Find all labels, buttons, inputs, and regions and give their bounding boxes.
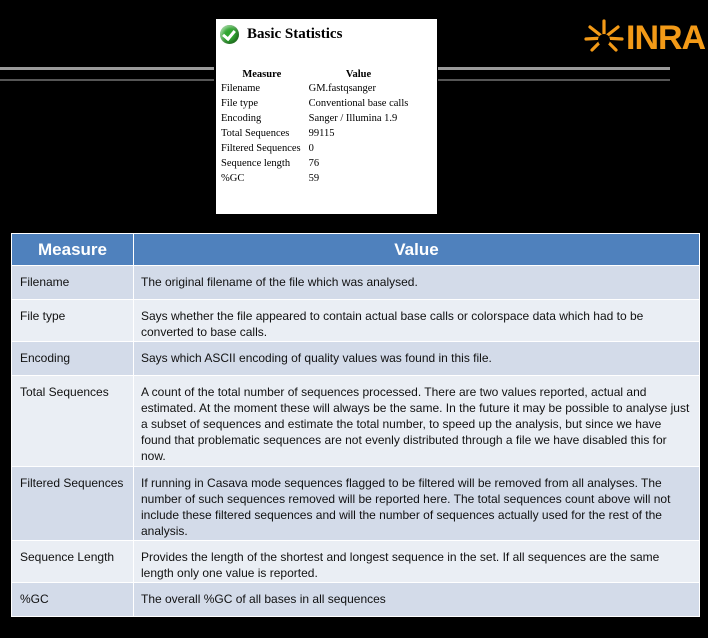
stat-row [219,173,412,188]
table-row [12,583,700,617]
table-row [12,342,700,376]
row-description: Provides the length of the shortest and longest sequence in the set. If all sequences are the same length only one value is reported. [134,541,700,583]
stat-value: 76 [308,158,320,169]
header-rule-shadow [0,79,214,81]
stat-value: 59 [308,173,320,184]
column-header-value: Value [345,69,372,80]
basic-statistics-title: Basic Statistics [247,26,343,42]
row-measure: Encoding [12,342,134,376]
basic-statistics-panel [216,19,437,214]
measure-description-table [11,233,700,617]
stat-row [219,143,412,158]
row-measure: Filtered Sequences [12,467,134,541]
row-description: A count of the total number of sequences processed. There are two values reported, actual and estimated. At the moment these will always be the same. In the future it may be possible to analyse just a subset of sequences and estimate the total number, to speed up the analysis, but since we have found that problematic sequences are not evenly distributed through a file we have disabled this for now. [134,376,700,467]
row-description: Says whether the file appeared to contain actual base calls or colorspace data which had to be converted to base calls. [134,300,700,342]
table-row [12,300,700,342]
stat-row [219,128,412,143]
column-header-measure: Measure [12,234,134,266]
stat-row [219,83,412,98]
stat-measure: Filename [221,83,261,94]
stat-row [219,158,412,173]
table-row [12,541,700,583]
stat-measure: File type [221,98,259,109]
sun-icon [584,18,624,58]
table-row [12,467,700,541]
row-description: The overall %GC of all bases in all sequences [134,583,700,617]
row-measure: Total Sequences [12,376,134,467]
stat-row [219,98,412,113]
stat-value: 99115 [308,128,335,139]
row-measure: Sequence Length [12,541,134,583]
stat-measure: Filtered Sequences [221,143,301,154]
stat-row [219,113,412,128]
column-header-value: Value [134,234,700,266]
row-measure: %GC [12,583,134,617]
header-rule [438,67,670,70]
stat-value: Sanger / Illumina 1.9 [308,113,398,124]
table-row [12,266,700,300]
header-rule [0,67,214,70]
stat-value: 0 [308,143,314,154]
inra-logo [584,18,705,58]
header-rule-shadow [438,79,670,81]
row-description: Says which ASCII encoding of quality values was found in this file. [134,342,700,376]
stat-measure: %GC [221,173,245,184]
basic-statistics-header [220,25,342,44]
stat-value: GM.fastqsanger [308,83,376,94]
stat-measure: Encoding [221,113,262,124]
check-icon [220,25,239,44]
table-row [12,376,700,467]
stat-measure: Total Sequences [221,128,290,139]
basic-statistics-table [219,69,412,188]
logo-text: INRA [626,18,706,57]
stat-value: Conventional base calls [308,98,409,109]
row-description: The original filename of the file which was analysed. [134,266,700,300]
row-measure: File type [12,300,134,342]
column-header-measure: Measure [242,69,282,80]
row-description: If running in Casava mode sequences flagged to be filtered will be removed from all analyses. The number of such sequences removed will be reported here. The total sequences count above will not include these filtered sequences and will the number of sequences actually used for the rest of the analysis. [134,467,700,541]
stat-measure: Sequence length [221,158,291,169]
row-measure: Filename [12,266,134,300]
